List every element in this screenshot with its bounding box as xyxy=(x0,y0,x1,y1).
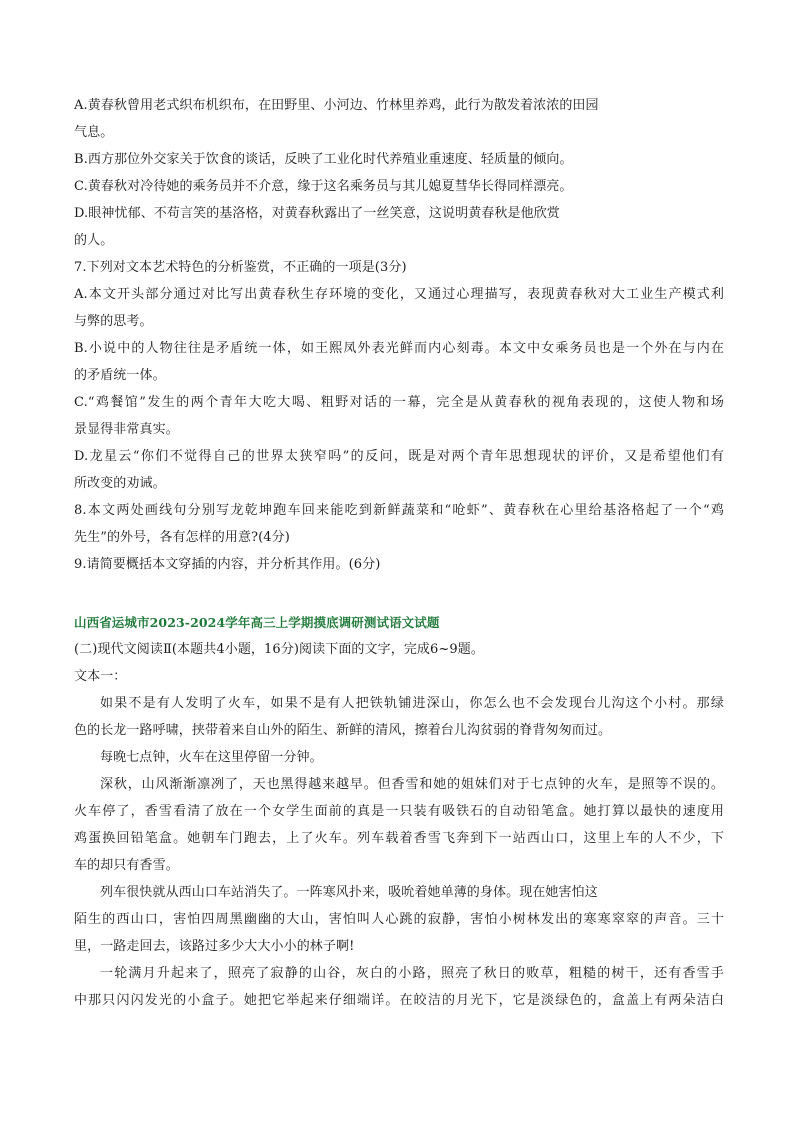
text-line: 9.请简要概括本文穿插的内容，并分析其作用。(6分) xyxy=(74,557,381,572)
text-line: 的人。 xyxy=(74,233,114,248)
text-line: 色的长龙一路呼啸，挟带着来自山外的陌生、新鲜的清风，擦着台儿沟贫弱的脊背匆匆而过。 xyxy=(74,723,612,738)
text-line: 一轮满月升起来了，照亮了寂静的山谷，灰白的小路，照亮了秋日的败草，粗糙的树干，还有香雪手 xyxy=(100,966,724,981)
text-line: B.小说中的人物往往是矛盾统一体，如王熙凤外表光鲜而内心刻毒。本文中女乘务员也是一个外在与内在 xyxy=(74,341,724,356)
text-line: 每晚七点钟，火车在这里停留一分钟。 xyxy=(100,750,323,765)
text-line: 8.本文两处画线句分别写龙乾坤跑车回来能吃到新鲜蔬菜和“呛虾”、黄春秋在心里给基洛格起了一个“鸡 xyxy=(74,503,724,518)
text-line: 7.下列对文本艺术特色的分析鉴赏，不正确的一项是(3分) xyxy=(74,260,407,275)
text-line: 车的却只有香雪。 xyxy=(74,858,179,873)
text-line: 气息。 xyxy=(74,125,114,140)
text-line: 的矛盾统一体。 xyxy=(74,368,166,383)
text-line: D.眼神忧郁、不苟言笑的基洛格，对黄春秋露出了一丝笑意，这说明黄春秋是他欣赏 xyxy=(74,206,560,221)
text-line: 中那只闪闪发光的小盒子。她把它举起来仔细端详。在皎洁的月光下，它是淡绿色的，盒盖上有两朵洁白 xyxy=(74,993,724,1008)
text-line: 陌生的西山口，害怕四周黑幽幽的大山，害怕叫人心跳的寂静，害怕小树林发出的寒寒窣窣的声音。三十 xyxy=(74,912,724,927)
text-line: A.本文开头部分通过对比写出黄春秋生存环境的变化，又通过心理描写，表现黄春秋对大工业生产模式利 xyxy=(74,287,724,302)
text-line: B.西方那位外交家关于饮食的谈话，反映了工业化时代养殖业重速度、轻质量的倾向。 xyxy=(74,152,573,167)
text-line: C.“鸡餐馆”发生的两个青年大吃大喝、粗野对话的一幕，完全是从黄春秋的视角表现的，这使人物和场 xyxy=(74,395,724,410)
text-line: 所改变的劝诫。 xyxy=(74,476,166,491)
text-line: 文本一： xyxy=(74,669,127,684)
text-line: 如果不是有人发明了火车，如果不是有人把铁轨铺进深山，你怎么也不会发现台儿沟这个小村。那绿 xyxy=(100,696,724,711)
text-line: 深秋，山风渐渐凛冽了，天也黑得越来越早。但香雪和她的姐妹们对于七点钟的火车，是照等不误的。 xyxy=(100,777,724,792)
text-line: 先生”的外号，各有怎样的用意?(4分) xyxy=(74,530,290,545)
text-line: 景显得非常真实。 xyxy=(74,422,179,437)
text-line: D.龙星云“你们不觉得自己的世界太狭窄吗”的反问，既是对两个青年思想现状的评价，又是希望他们有 xyxy=(74,449,724,464)
text-line: (二)现代文阅读Ⅱ(本题共4小题，16分)阅读下面的文字，完成6~9题。 xyxy=(74,642,484,657)
text-line: 列车很快就从西山口车站消失了。一阵寒风扑来，吸吮着她单薄的身体。现在她害怕这 xyxy=(100,885,598,900)
section-title: 山西省运城市2023-2024学年高三上学期摸底调研测试语文试题 xyxy=(74,615,440,630)
text-line: A.黄春秋曾用老式织布机织布，在田野里、小河边、竹林里养鸡，此行为散发着浓浓的田园 xyxy=(74,98,599,113)
text-line: 与弊的思考。 xyxy=(74,314,153,329)
text-line: 鸡蛋换回铅笔盒。她朝车门跑去，上了火车。列车载着香雪飞奔到下一站西山口，这里上车的人不少，下 xyxy=(74,831,724,846)
text-line: 火车停了，香雪看清了放在一个女学生面前的真是一只装有吸铁石的自动铅笔盒。她打算以最快的速度用 xyxy=(74,804,724,819)
text-line: C.黄春秋对冷待她的乘务员并不介意，缘于这名乘务员与其儿媳夏彗华长得同样漂亮。 xyxy=(74,179,573,194)
text-line: 里，一路走回去，该路过多少大大小小的林子啊! xyxy=(74,939,355,954)
